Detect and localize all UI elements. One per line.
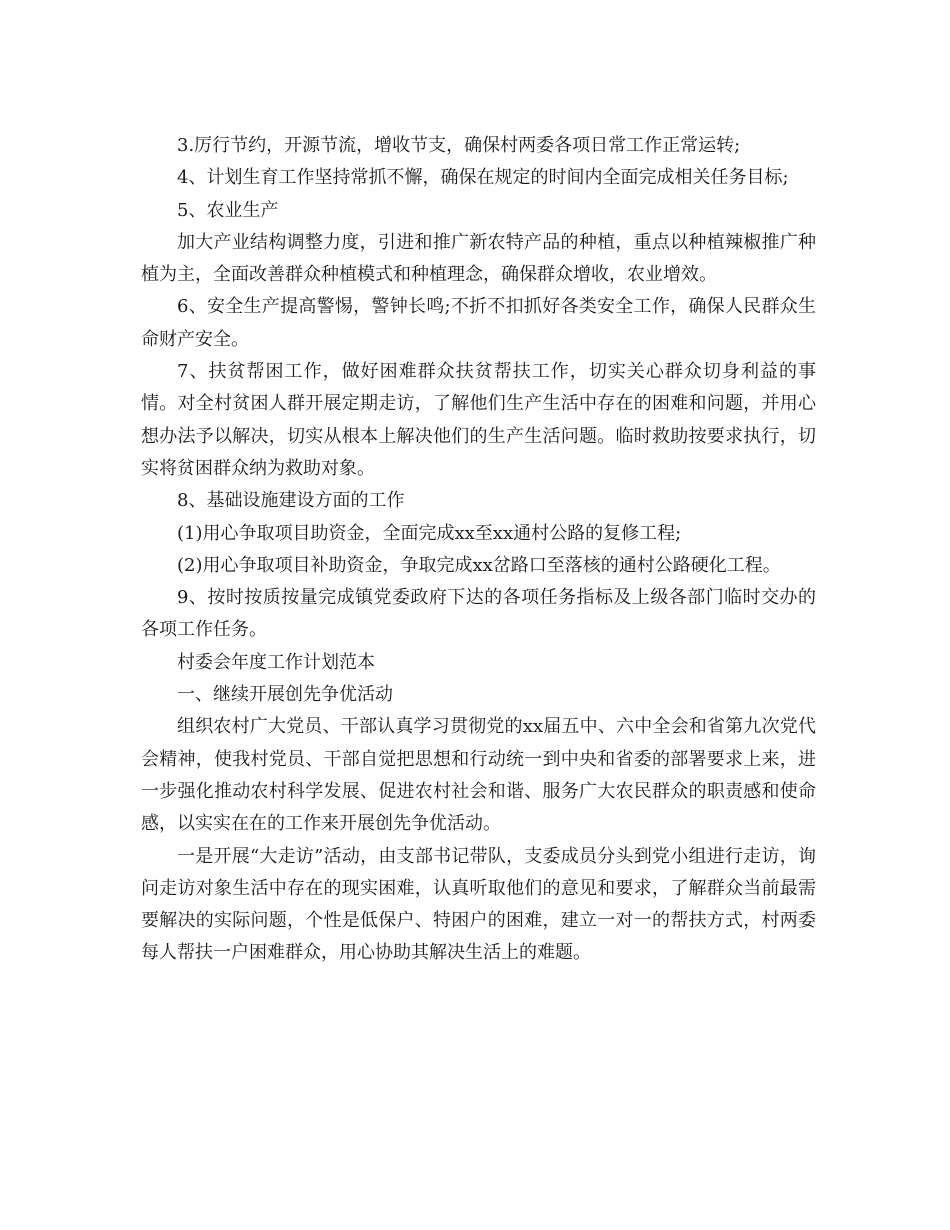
paragraph-poverty-relief: 7、扶贫帮困工作，做好困难群众扶贫帮扶工作，切实关心群众切身利益的事情。对全村贫困人群开展定期走访，了解他们生产生活中存在的困难和问题，并用心想办法予以解决，切实从根本上解决他们的生产生活问题。临时救助按要求执行，切实将贫困群众纳为救助对象。 (141, 361, 816, 479)
paragraph-study: 组织农村广大党员、干部认真学习贯彻党的xx届五中、六中全会和省第九次党代会精神，使我村党员、干部自觉把思想和行动统一到中央和省委的部署要求上来，进一步强化推动农村科学发展、促进农村社会和谐、服务广大农民群众的职责感和使命感，以实实在在的工作来开展创先争优活动。 (141, 716, 816, 835)
paragraph-visits: 一是开展“大走访”活动，由支部书记带队，支委成员分头到党小组进行走访，询问走访对象生活中存在的现实困难，认真听取他们的意见和要求，了解群众当前最需要解决的实际问题，个性是低保户、特困户的困难，建立一对一的帮扶方式，村两委每人帮扶一户困难群众，用心协助其解决生活上的难题。 (141, 845, 816, 964)
paragraph-infrastructure-1: (1)用心争取项目助资金，全面完成xx至xx通村公路的复修工程; (177, 522, 682, 544)
paragraph-budget: 3.厉行节约，开源节流，增收节支，确保村两委各项日常工作正常运转; (177, 135, 741, 156)
section-title: 村委会年度工作计划范本 (177, 651, 375, 673)
paragraph-infrastructure-2: (2)用心争取项目补助资金，争取完成xx岔路口至落核的通村公路硬化工程。 (177, 554, 781, 576)
paragraph-agriculture: 加大产业结构调整力度，引进和推广新农特产品的种植，重点以种植辣椒推广种植为主，全面改善群众种植模式和种植理念，确保群众增收，农业增效。 (141, 231, 816, 286)
heading-excellence: 一、继续开展创先争优活动 (177, 684, 393, 706)
paragraph-safety: 6、安全生产提高警惕，警钟长鸣;不折不扣抓好各类安全工作，确保人民群众生命财产安全。 (141, 296, 816, 350)
paragraph-tasks: 9、按时按质按量完成镇党委政府下达的各项任务指标及上级各部门临时交办的各项工作任务。 (141, 587, 816, 641)
paragraph-family-planning: 4、计划生育工作坚持常抓不懈，确保在规定的时间内全面完成相关任务目标; (177, 167, 789, 189)
document-body (141, 130, 816, 970)
heading-agriculture: 5、农业生产 (177, 199, 279, 221)
heading-infrastructure: 8、基础设施建设方面的工作 (177, 490, 405, 512)
